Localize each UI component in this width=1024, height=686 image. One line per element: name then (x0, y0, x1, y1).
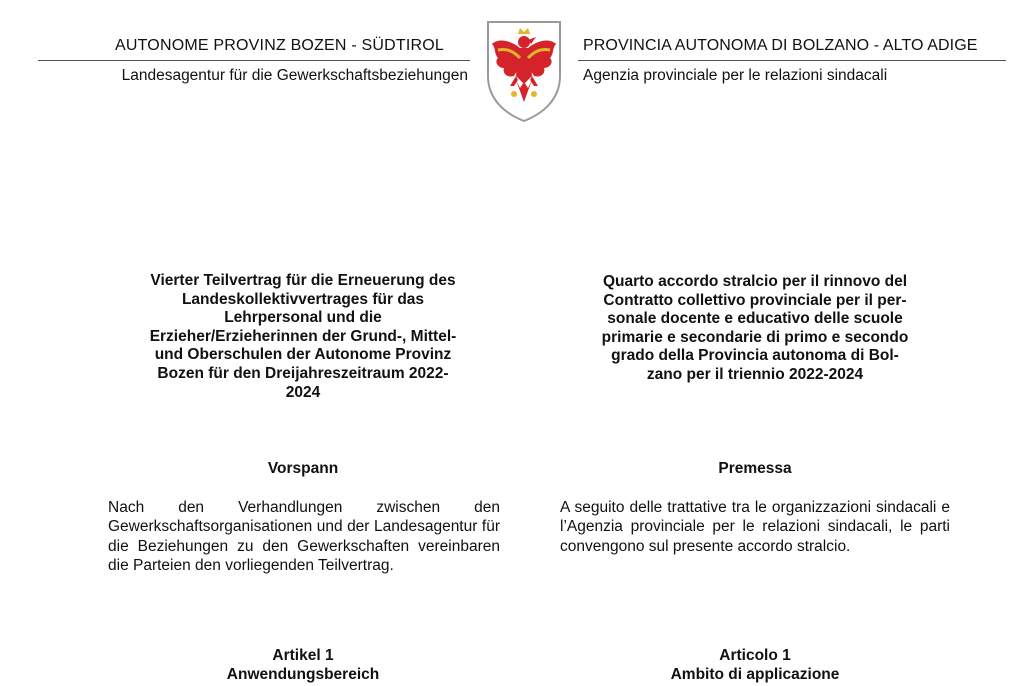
german-title-line: und Oberschulen der Autonome Provinz (154, 346, 452, 364)
italian-article-number: Articolo 1 (719, 647, 791, 664)
header-left-subtitle: Landesagentur für die Gewerkschaftsbeziehungen (121, 67, 468, 84)
italian-article-heading (560, 646, 950, 684)
italian-title-line: Contratto collettivo provinciale per il per- (603, 291, 907, 309)
header-left-rule (38, 60, 470, 61)
german-title-line: Lehrpersonal und die (224, 309, 382, 327)
german-title-line: Landeskollektivvertrages für das (181, 290, 425, 308)
german-preamble-paragraph: Nach den Verhandlungen zwischen den Gewerkschaftsorganisationen und der Landesagentur für die Beziehungen zu den Gewerkschaften vereinbaren die Parteien den vorliegenden Teilvertrag. (108, 499, 500, 574)
italian-title-line: grado della Provincia autonoma di Bol- (611, 347, 899, 365)
german-title-line: 2024 (285, 383, 321, 401)
south-tyrol-eagle-crest-icon (484, 18, 564, 124)
german-title-line: Vierter Teilvertrag für die Erneuerung des (150, 272, 456, 289)
italian-preamble-paragraph: A seguito delle trattative tra le organizzazioni sindacali e l’Agenzia provinciale per le relazioni sindacali, le parti convengono sul presente accordo stralcio. (560, 499, 950, 555)
german-section-heading: Vorspann (267, 460, 339, 477)
italian-title (560, 273, 950, 385)
italian-article-title: Ambito di applicazione (670, 666, 840, 683)
german-title-line: Erzieher/Erzieherinnen der Grund-, Mittel- (149, 327, 457, 345)
italian-title-line: sonale docente e educativo delle scuole (607, 310, 903, 328)
header-right-title: PROVINCIA AUTONOMA DI BOLZANO - ALTO ADIGE (583, 37, 978, 54)
italian-title-line: Quarto accordo stralcio per il rinnovo del (602, 273, 908, 290)
header-right-subtitle: Agenzia provinciale per le relazioni sindacali (583, 67, 888, 84)
header-left-title: AUTONOME PROVINZ BOZEN - SÜDTIROL (115, 37, 444, 54)
header-right-rule (578, 60, 1006, 61)
german-article-number: Artikel 1 (272, 647, 334, 664)
german-title-line: Bozen für den Dreijahreszeitraum 2022- (157, 364, 449, 382)
german-article-title: Anwendungsbereich (226, 666, 380, 683)
italian-section-heading: Premessa (718, 460, 792, 477)
german-article-heading (108, 646, 498, 684)
italian-title-line: primarie e secondarie di primo e secondo (601, 328, 909, 346)
german-title (108, 272, 498, 402)
italian-title-line: zano per il triennio 2022-2024 (646, 365, 864, 383)
